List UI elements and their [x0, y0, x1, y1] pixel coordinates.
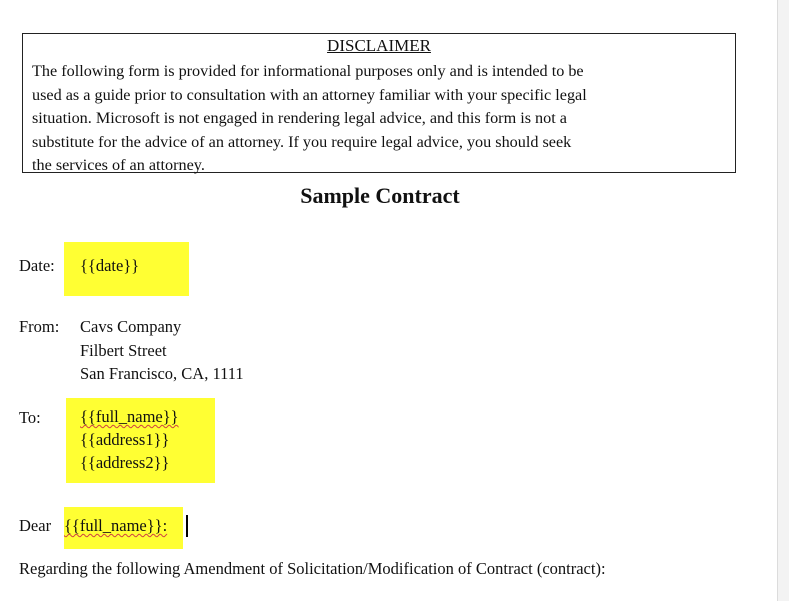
text-cursor [186, 515, 188, 537]
from-line-city: San Francisco, CA, 1111 [80, 364, 244, 383]
to-address2-placeholder[interactable]: {{address2}} [80, 453, 170, 472]
dear-label: Dear [19, 516, 52, 535]
disclaimer-line: the services of an attorney. [32, 156, 205, 174]
from-line-street: Filbert Street [80, 341, 167, 360]
disclaimer-line: used as a guide prior to consultation with an attorney familiar with your specific legal [32, 85, 587, 104]
document-title: Sample Contract [300, 183, 460, 208]
disclaimer-title: DISCLAIMER [327, 36, 431, 55]
date-placeholder[interactable]: {{date}} [80, 256, 140, 275]
to-full-name-placeholder[interactable]: {{full_name}} [80, 407, 179, 426]
from-line-company: Cavs Company [80, 317, 182, 336]
dear-full-name-placeholder[interactable]: {{full_name}}: [64, 516, 168, 535]
regarding-line: Regarding the following Amendment of Solicitation/Modification of Contract (contract): [19, 559, 606, 578]
disclaimer-line: situation. Microsoft is not engaged in rendering legal advice, and this form is not a [32, 109, 567, 127]
disclaimer-box [22, 33, 736, 173]
disclaimer-line: substitute for the advice of an attorney. If you require legal advice, you should seek [32, 132, 572, 151]
to-address1-placeholder[interactable]: {{address1}} [80, 430, 170, 449]
from-label: From: [19, 317, 60, 336]
date-label: Date: [19, 256, 55, 275]
disclaimer-line: The following form is provided for informational purposes only and is intended to be [32, 62, 584, 80]
scrollbar-track[interactable] [777, 0, 789, 601]
to-label: To: [19, 408, 41, 427]
disclaimer-text [32, 60, 732, 178]
